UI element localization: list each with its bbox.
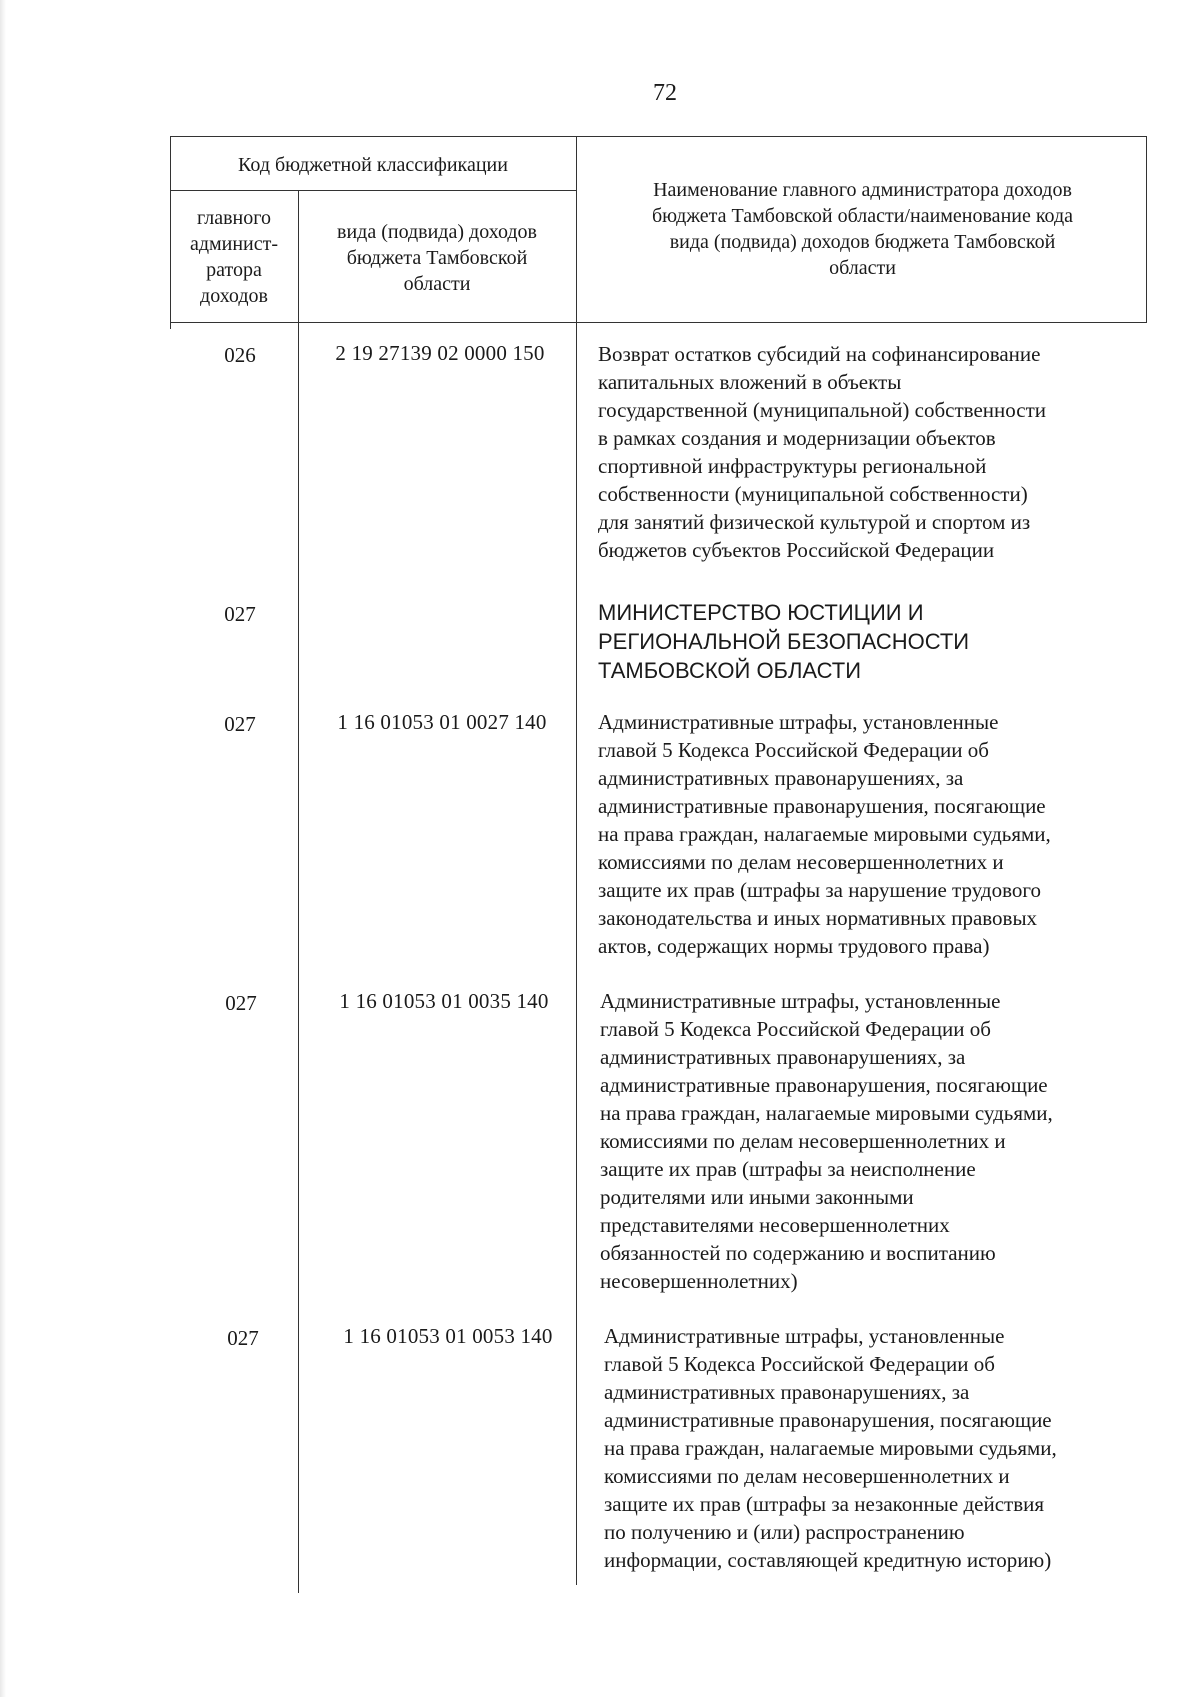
header-name-column: [580, 177, 1145, 281]
description-line: главой 5 Кодекса Российской Федерации об: [604, 1352, 995, 1376]
income-code: 1 16 01053 01 0053 140: [343, 1324, 553, 1348]
header-admin-column: [170, 205, 298, 309]
description-line: Административные штрафы, установленные: [600, 989, 1001, 1013]
description-line: в рамках создания и модернизации объектов: [598, 426, 996, 450]
admin-code: 027: [225, 991, 257, 1015]
description-line: по получению и (или) распространению: [604, 1520, 965, 1544]
header-code-line: вида (подвида) доходов: [337, 221, 537, 243]
description-line: главой 5 Кодекса Российской Федерации об: [598, 738, 989, 762]
description-line: административных правонарушениях, за: [604, 1380, 970, 1404]
ministry-name: [598, 598, 1158, 685]
income-description: [604, 1322, 1164, 1574]
header-admin-line: админист-: [189, 233, 279, 255]
header-admin-line: главного: [197, 207, 271, 229]
admin-code: 027: [224, 712, 256, 736]
description-line: на права граждан, налагаемые мировыми судьями,: [600, 1101, 1053, 1125]
description-line: законодательства и иных нормативных правовых: [598, 906, 1038, 930]
admin-code: 027: [227, 1326, 259, 1350]
description-line: для занятий физической культурой и спортом из: [598, 510, 1031, 534]
header-name-line: бюджета Тамбовской области/наименование кода: [651, 205, 1074, 227]
income-description: [598, 708, 1158, 960]
admin-code: 027: [224, 602, 256, 626]
header-name-line: Наименование главного администратора доходов: [653, 179, 1072, 201]
description-line: комиссиями по делам несовершеннолетних и: [598, 850, 1004, 874]
description-line: родителями или иными законными: [600, 1185, 914, 1209]
description-line: защите их прав (штрафы за неисполнение: [600, 1157, 976, 1181]
header-code-column: [298, 219, 576, 297]
income-code: 2 19 27139 02 0000 150: [335, 341, 545, 365]
scan-edge-shadow: [0, 0, 6, 1697]
description-line: административных правонарушениях, за: [598, 766, 964, 790]
description-line: защите их прав (штрафы за нарушение трудового: [598, 878, 1041, 902]
description-line: на права граждан, налагаемые мировыми судьями,: [598, 822, 1051, 846]
description-line: бюджетов субъектов Российской Федерации: [598, 538, 995, 562]
ministry-line: МИНИСТЕРСТВО ЮСТИЦИИ И: [598, 600, 924, 625]
description-line: актов, содержащих нормы трудового права): [598, 934, 990, 958]
admin-code: 026: [224, 343, 256, 367]
description-line: защите их прав (штрафы за незаконные действия: [604, 1492, 1045, 1516]
income-code: 1 16 01053 01 0035 140: [339, 989, 549, 1013]
header-code-line: бюджета Тамбовской: [346, 247, 528, 269]
description-line: главой 5 Кодекса Российской Федерации об: [600, 1017, 991, 1041]
description-line: административные правонарушения, посягающие: [598, 794, 1046, 818]
description-line: Административные штрафы, установленные: [604, 1324, 1005, 1348]
header-group-label: Код бюджетной классификации: [238, 154, 508, 176]
description-line: государственной (муниципальной) собственности: [598, 398, 1047, 422]
body-divider-name: [576, 323, 577, 1585]
description-line: капитальных вложений в объекты: [598, 370, 902, 394]
page-number: 72: [653, 80, 677, 106]
description-line: комиссиями по делам несовершеннолетних и: [600, 1129, 1006, 1153]
header-name-line: вида (подвида) доходов бюджета Тамбовской: [669, 231, 1056, 253]
description-line: административные правонарушения, посягающие: [600, 1073, 1048, 1097]
header-name-line: области: [829, 257, 896, 279]
description-line: представителями несовершеннолетних: [600, 1213, 950, 1237]
header-divider-group: [170, 190, 576, 191]
description-line: административные правонарушения, посягающие: [604, 1408, 1052, 1432]
description-line: административных правонарушениях, за: [600, 1045, 966, 1069]
ministry-line: РЕГИОНАЛЬНОЙ БЕЗОПАСНОСТИ: [598, 629, 970, 654]
header-divider-name: [576, 136, 577, 323]
description-line: комиссиями по делам несовершеннолетних и: [604, 1464, 1010, 1488]
description-line: спортивной инфраструктуры региональной: [598, 454, 987, 478]
description-line: несовершеннолетних): [600, 1269, 798, 1293]
description-line: на права граждан, налагаемые мировыми судьями,: [604, 1436, 1057, 1460]
income-description: [600, 987, 1160, 1295]
description-line: информации, составляющей кредитную историю): [604, 1548, 1052, 1572]
income-code: 1 16 01053 01 0027 140: [337, 710, 547, 734]
body-divider-code: [298, 323, 299, 1593]
description-line: Возврат остатков субсидий на софинансирование: [598, 342, 1041, 366]
header-admin-line: доходов: [200, 285, 268, 307]
ministry-line: ТАМБОВСКОЙ ОБЛАСТИ: [598, 658, 862, 683]
description-line: обязанностей по содержанию и воспитанию: [600, 1241, 996, 1265]
body-divider-admin: [170, 323, 171, 329]
description-line: собственности (муниципальной собственности): [598, 482, 1028, 506]
description-line: Административные штрафы, установленные: [598, 710, 999, 734]
header-admin-line: ратора: [206, 259, 262, 281]
income-description: [598, 340, 1158, 564]
header-code-line: области: [403, 273, 471, 295]
